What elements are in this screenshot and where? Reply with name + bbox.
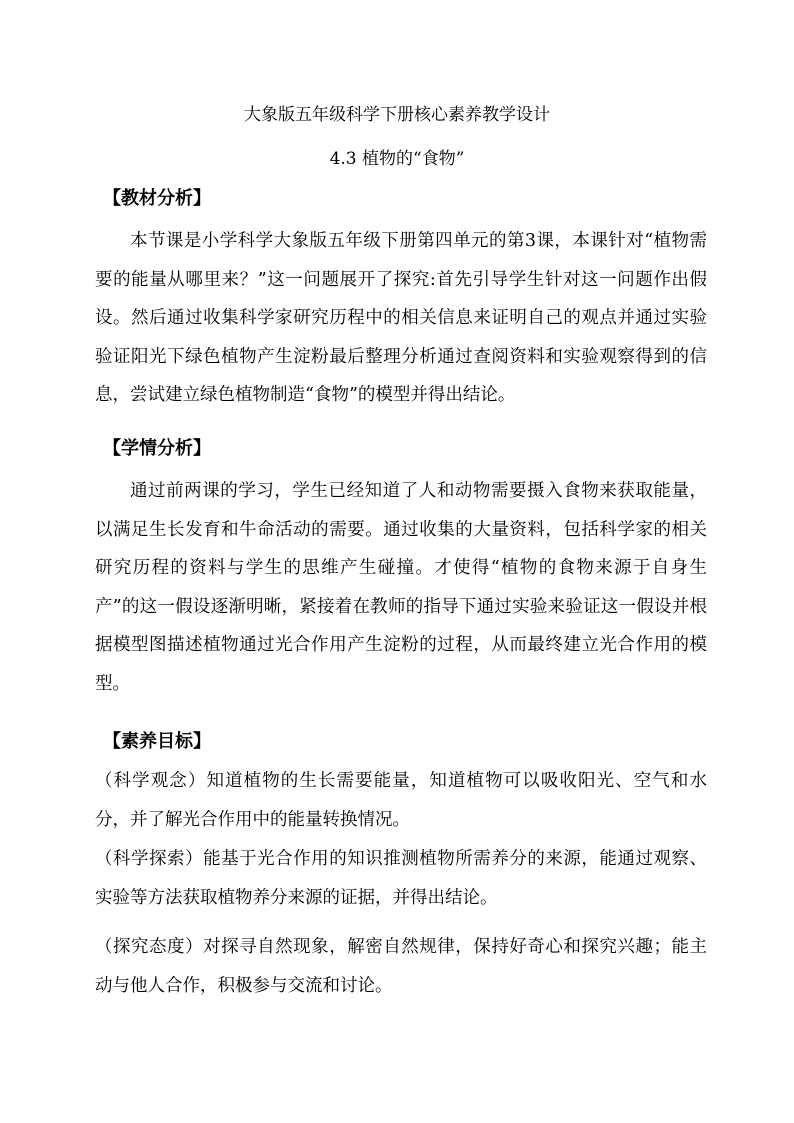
goal-item-inquiry-attitude: （探究态度）对探寻自然现象，解密自然规律，保持好奇心和探究兴趣；能主动与他人合作，积极参与交流和讨论。: [95, 937, 707, 996]
goal-item-science-concept: （科学观念）知道植物的生长需要能量，知道植物可以吸收阳光、空气和水分，并了解光合作用中的能量转换情况。: [95, 771, 707, 830]
heading-textbook-analysis: 【教材分析】: [103, 188, 211, 209]
heading-literacy-goals: 【素养目标】: [103, 731, 211, 752]
goal-item-science-inquiry: （科学探索）能基于光合作用的知识推测植物所需养分的来源，能通过观察、实验等方法获取植物养分来源的证据，并得出结论。: [95, 849, 707, 908]
paragraph-student-analysis: 通过前两课的学习，学生已经知道了人和动物需要摄入食物来获取能量，以满足生长发育和牛命活动的需要。通过收集的大量资料，包括科学家的相关研究历程的资料与学生的思维产生碰撞。才使得“植物的食物来源于自身生产”的这一假设逐渐明晰，紧接着在教师的指导下通过实验来验证这一假设并根据模型图描述植物通过光合作用产生淀粉的过程，从而最终建立光合作用的模型。: [95, 481, 707, 694]
document-title: 大象版五年级科学下册核心素养教学设计: [244, 105, 550, 125]
lesson-title: 4.3 植物的“食物”: [329, 149, 465, 169]
paragraph-textbook-analysis: 本节课是小学科学大象版五年级下册第四单元的第3课，本课针对“植物需要的能量从哪里来？”这一问题展开了探究:首先引导学生针对这一问题作出假设。然后通过收集科学家研究历程中的相关信息来证明自己的观点并通过实验验证阳光下绿色植物产生淀粉最后整理分析通过查阅资料和实验观察得到的信息，尝试建立绿色植物制造“食物”的模型并得出结论。: [95, 231, 707, 406]
heading-student-analysis: 【学情分析】: [103, 438, 211, 459]
